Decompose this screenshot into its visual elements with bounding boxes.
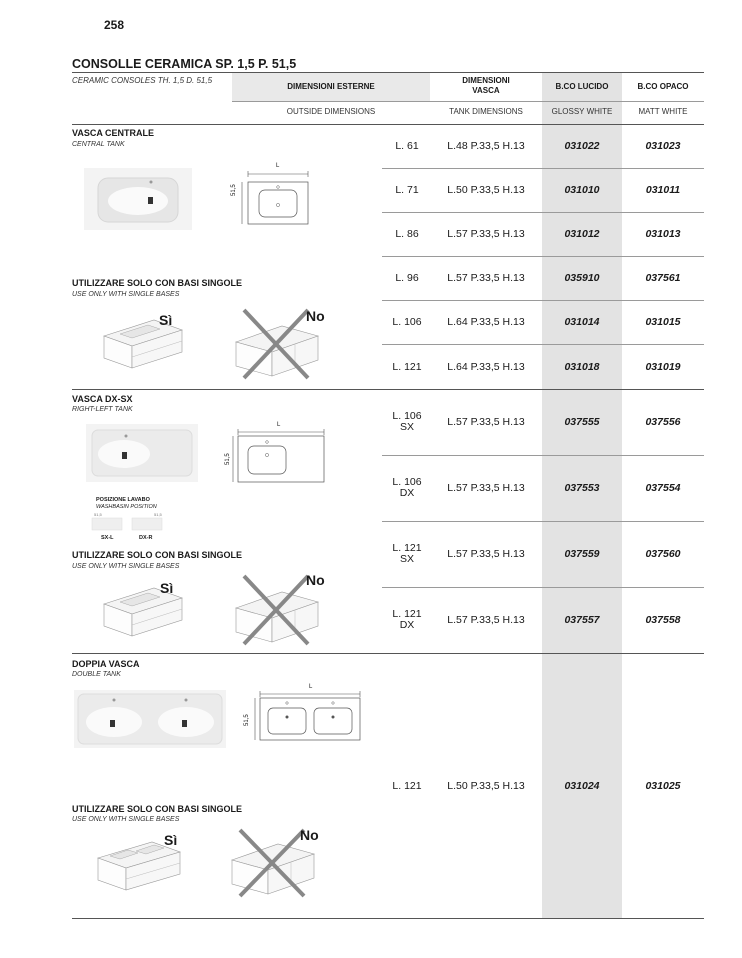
use-note-en-right-left: USE ONLY WITH SINGLE BASES bbox=[72, 563, 180, 570]
section-title-double: DOPPIA VASCA bbox=[72, 659, 140, 669]
tank-dim: L.64 P.33,5 H.13 bbox=[447, 316, 525, 328]
tank-dim: L.50 P.33,5 H.13 bbox=[447, 184, 525, 196]
glossy-code: 037555 bbox=[564, 416, 600, 428]
no-label-right-left: No bbox=[306, 572, 325, 588]
glossy-code: 031014 bbox=[564, 316, 600, 328]
header-glossy: B.CO LUCIDO bbox=[555, 82, 609, 91]
use-note-en-double: USE ONLY WITH SINGLE BASES bbox=[72, 816, 180, 823]
section-divider bbox=[72, 653, 704, 654]
matt-code: 037554 bbox=[645, 482, 681, 494]
row-divider bbox=[382, 212, 704, 213]
page-subtitle: CERAMIC CONSOLES TH. 1,5 D. 51,5 bbox=[72, 76, 213, 85]
tank-dim: L.57 P.33,5 H.13 bbox=[447, 272, 525, 284]
matt-code: 031025 bbox=[645, 780, 681, 792]
tank-dim: L.64 P.33,5 H.13 bbox=[447, 361, 525, 373]
glossy-code: 031022 bbox=[564, 140, 600, 152]
outside-dim: L. 71 bbox=[395, 184, 419, 196]
position-right-label: DX-R bbox=[139, 535, 153, 541]
outside-side: DX bbox=[399, 487, 415, 499]
section-subtitle-right-left: RIGHT-LEFT TANK bbox=[72, 406, 133, 413]
matt-code: 031013 bbox=[645, 228, 681, 240]
outside-dim: L. 121 bbox=[392, 542, 422, 554]
section-subtitle-double: DOUBLE TANK bbox=[72, 671, 121, 678]
rule-top bbox=[72, 72, 704, 73]
glossy-code: 031018 bbox=[564, 361, 600, 373]
header-tank-line2: VASCA bbox=[472, 86, 500, 95]
row-divider bbox=[382, 300, 704, 301]
matt-code: 037560 bbox=[645, 548, 681, 560]
row-divider bbox=[382, 168, 704, 169]
central-basin-drawing bbox=[232, 162, 312, 232]
header-matt: B.CO OPACO bbox=[637, 82, 689, 91]
header-tank-en: TANK DIMENSIONS bbox=[449, 107, 523, 116]
row-divider bbox=[382, 256, 704, 257]
tank-dim: L.57 P.33,5 H.13 bbox=[447, 482, 525, 494]
washbasin-position-label-en: WASHBASIN POSITION bbox=[96, 504, 157, 510]
tank-dim: L.57 P.33,5 H.13 bbox=[447, 228, 525, 240]
glossy-code: 037553 bbox=[564, 482, 600, 494]
dim-length-label-double: L bbox=[309, 684, 313, 690]
svg-text:51,5: 51,5 bbox=[94, 512, 102, 517]
glossy-code: 031010 bbox=[564, 184, 600, 196]
tank-dim: L.57 P.33,5 H.13 bbox=[447, 614, 525, 626]
outside-dim: L. 86 bbox=[395, 228, 419, 240]
no-label-double: No bbox=[300, 827, 319, 843]
double-basin-drawing bbox=[252, 686, 364, 744]
right-left-basin-photo bbox=[86, 424, 198, 482]
section-divider bbox=[72, 389, 704, 390]
row-divider bbox=[382, 521, 704, 522]
matt-code: 031011 bbox=[645, 184, 681, 196]
double-basin-photo bbox=[74, 690, 226, 748]
yes-label-double: Sì bbox=[164, 832, 178, 848]
no-label-central: No bbox=[306, 308, 325, 324]
outside-dim: L. 121 bbox=[392, 608, 422, 620]
central-basin-photo bbox=[84, 168, 192, 230]
dim-length-label-central: L bbox=[276, 163, 280, 169]
use-note-en-central: USE ONLY WITH SINGLE BASES bbox=[72, 291, 180, 298]
tank-dim: L.50 P.33,5 H.13 bbox=[447, 780, 525, 792]
rule-bottom bbox=[72, 918, 704, 919]
matt-code: 031023 bbox=[645, 140, 681, 152]
matt-code: 037558 bbox=[645, 614, 681, 626]
use-note-central: UTILIZZARE SOLO CON BASI SINGOLE bbox=[72, 278, 243, 288]
washbasin-position-label: POSIZIONE LAVABO bbox=[96, 497, 150, 503]
rule-header-mid bbox=[232, 101, 704, 102]
outside-dim: L. 106 bbox=[392, 476, 422, 488]
outside-dim: L. 106 bbox=[392, 410, 422, 422]
matt-code: 037561 bbox=[645, 272, 681, 284]
section-title-central: VASCA CENTRALE bbox=[72, 128, 155, 138]
dim-length-label-right-left: L bbox=[277, 422, 281, 428]
outside-side: DX bbox=[399, 619, 415, 631]
outside-dim: L. 96 bbox=[395, 272, 419, 284]
glossy-code: 031012 bbox=[564, 228, 600, 240]
tank-dim: L.57 P.33,5 H.13 bbox=[447, 548, 525, 560]
header-outside: DIMENSIONI ESTERNE bbox=[287, 82, 375, 91]
matt-code: 031019 bbox=[645, 361, 681, 373]
tank-dim: L.48 P.33,5 H.13 bbox=[447, 140, 525, 152]
row-divider bbox=[382, 455, 704, 456]
dim-depth-label-central: 51,5 bbox=[231, 184, 237, 196]
washbasin-position-thumbnails bbox=[92, 512, 164, 532]
outside-dim: L. 121 bbox=[392, 361, 422, 373]
rule-header-bottom bbox=[72, 124, 704, 125]
outside-dim: L. 61 bbox=[395, 140, 419, 152]
yes-label-central: Sì bbox=[159, 312, 173, 328]
row-divider bbox=[382, 587, 704, 588]
page-number: 258 bbox=[104, 18, 125, 32]
outside-side: SX bbox=[399, 553, 414, 565]
outside-dim: L. 106 bbox=[392, 316, 422, 328]
page-title: CONSOLLE CERAMICA SP. 1,5 P. 51,5 bbox=[72, 57, 297, 71]
header-outside-en: OUTSIDE DIMENSIONS bbox=[286, 107, 376, 116]
header-tank-line1: DIMENSIONI bbox=[462, 76, 510, 85]
header-glossy-en: GLOSSY WHITE bbox=[551, 107, 613, 116]
glossy-code: 037557 bbox=[564, 614, 600, 626]
use-note-right-left: UTILIZZARE SOLO CON BASI SINGOLE bbox=[72, 550, 243, 560]
glossy-code: 031024 bbox=[564, 780, 600, 792]
section-title-right-left: VASCA DX-SX bbox=[72, 394, 133, 404]
section-subtitle-central: CENTRAL TANK bbox=[72, 141, 125, 148]
yes-label-right-left: Sì bbox=[160, 580, 174, 596]
dim-depth-label-right-left: 51,5 bbox=[225, 453, 231, 465]
position-left-label: SX-L bbox=[101, 535, 114, 541]
glossy-code: 037559 bbox=[564, 548, 600, 560]
right-left-basin-drawing bbox=[228, 420, 328, 490]
tank-dim: L.57 P.33,5 H.13 bbox=[447, 416, 525, 428]
svg-text:51,5: 51,5 bbox=[154, 512, 162, 517]
outside-side: SX bbox=[399, 421, 414, 433]
header-matt-en: MATT WHITE bbox=[638, 107, 688, 116]
matt-code: 031015 bbox=[645, 316, 681, 328]
use-note-double: UTILIZZARE SOLO CON BASI SINGOLE bbox=[72, 804, 243, 814]
outside-dim: L. 121 bbox=[392, 780, 422, 792]
glossy-code: 035910 bbox=[564, 272, 600, 284]
matt-code: 037556 bbox=[645, 416, 681, 428]
row-divider bbox=[382, 344, 704, 345]
dim-depth-label-double: 51,5 bbox=[244, 714, 250, 726]
